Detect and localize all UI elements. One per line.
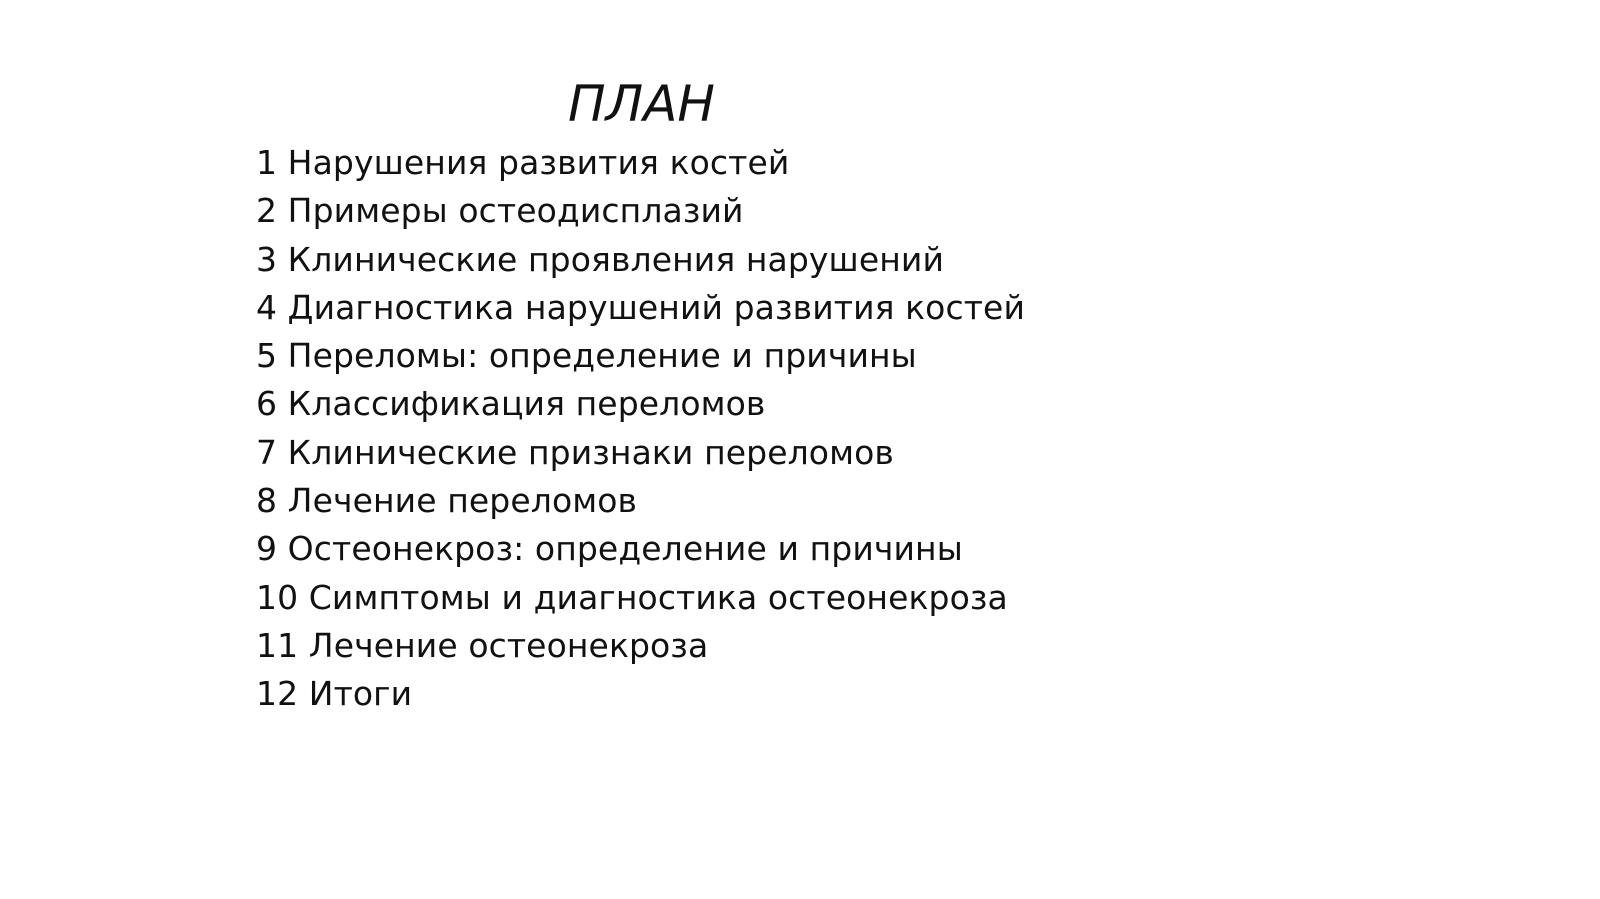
plan-item-9: 9 Остеонекроз: определение и причины <box>256 529 963 569</box>
plan-item-12: 12 Итоги <box>256 674 413 714</box>
plan-item-8: 8 Лечение переломов <box>256 481 638 521</box>
plan-list <box>256 139 1025 719</box>
slide-title: ПЛАН <box>568 75 715 133</box>
plan-item-11: 11 Лечение остеонекроза <box>256 625 709 665</box>
plan-item-2: 2 Примеры остеодисплазий <box>256 191 744 231</box>
plan-item-7: 7 Клинические признаки переломов <box>256 432 894 472</box>
plan-item-4: 4 Диагностика нарушений развития костей <box>256 287 1025 327</box>
plan-item-5: 5 Переломы: определение и причины <box>256 336 917 376</box>
plan-item-1: 1 Нарушения развития костей <box>256 143 790 182</box>
plan-item-6: 6 Классификация переломов <box>256 384 766 424</box>
plan-item-10: 10 Симптомы и диагностика остеонекроза <box>256 577 1008 617</box>
plan-item-3: 3 Клинические проявления нарушений <box>256 239 945 279</box>
